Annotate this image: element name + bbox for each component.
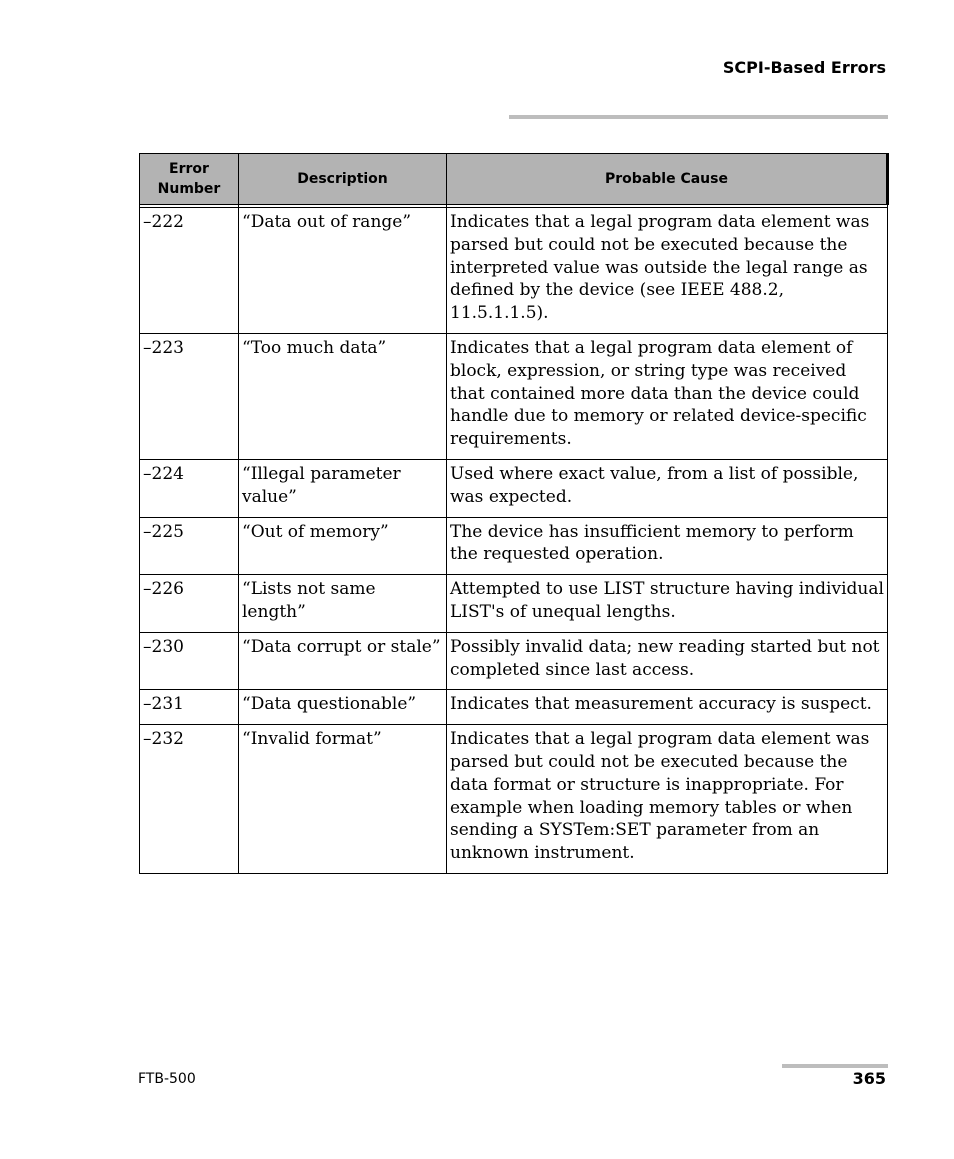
header-probable-cause: Probable Cause — [447, 154, 888, 205]
page-header-title: SCPI-Based Errors — [722, 58, 886, 77]
table-header-row — [140, 154, 888, 205]
description-cell: “Illegal parameter value” — [239, 459, 447, 517]
table-row — [140, 725, 888, 874]
table-row — [140, 333, 888, 459]
table-row — [140, 690, 888, 725]
header-error-line1: Error — [169, 161, 209, 177]
page-number: 365 — [852, 1069, 886, 1088]
footer-product-name: FTB-500 — [138, 1071, 196, 1087]
error-number-cell: –225 — [140, 517, 239, 575]
table-row — [140, 208, 888, 334]
header-divider — [509, 115, 888, 119]
header-error-number — [140, 154, 239, 205]
header-error-line2: Number — [157, 181, 221, 197]
footer-divider — [782, 1064, 888, 1068]
error-number-cell: –223 — [140, 333, 239, 459]
error-number-cell: –226 — [140, 575, 239, 633]
cause-cell: Used where exact value, from a list of possible, was expected. — [447, 459, 888, 517]
error-number-cell: –224 — [140, 459, 239, 517]
description-cell: “Data out of range” — [239, 208, 447, 334]
error-number-cell: –230 — [140, 632, 239, 690]
cause-cell: Indicates that a legal program data element of block, expression, or string type was received that contained more data than the device could handle due to memory or related device-specific requirements. — [447, 333, 888, 459]
cause-cell: Possibly invalid data; new reading started but not completed since last access. — [447, 632, 888, 690]
scpi-errors-table — [139, 153, 889, 874]
description-cell: “Out of memory” — [239, 517, 447, 575]
error-number-cell: –232 — [140, 725, 239, 874]
description-cell: “Lists not same length” — [239, 575, 447, 633]
description-cell: “Invalid format” — [239, 725, 447, 874]
cause-cell: Indicates that measurement accuracy is suspect. — [447, 690, 888, 725]
header-description: Description — [239, 154, 447, 205]
table-row — [140, 459, 888, 517]
description-cell: “Data questionable” — [239, 690, 447, 725]
cause-cell: Indicates that a legal program data element was parsed but could not be executed because the interpreted value was outside the legal range as defined by the device (see IEEE 488.2, 11.5.1.1.5). — [447, 208, 888, 334]
description-cell: “Too much data” — [239, 333, 447, 459]
table-row — [140, 575, 888, 633]
description-cell: “Data corrupt or stale” — [239, 632, 447, 690]
cause-cell: Attempted to use LIST structure having individual LIST's of unequal lengths. — [447, 575, 888, 633]
table-row — [140, 632, 888, 690]
error-number-cell: –222 — [140, 208, 239, 334]
error-number-cell: –231 — [140, 690, 239, 725]
cause-cell: Indicates that a legal program data element was parsed but could not be executed because the data format or structure is inappropriate. For example when loading memory tables or when sending a SYSTem:SET parameter from an unknown instrument. — [447, 725, 888, 874]
table-row — [140, 517, 888, 575]
cause-cell: The device has insufficient memory to perform the requested operation. — [447, 517, 888, 575]
